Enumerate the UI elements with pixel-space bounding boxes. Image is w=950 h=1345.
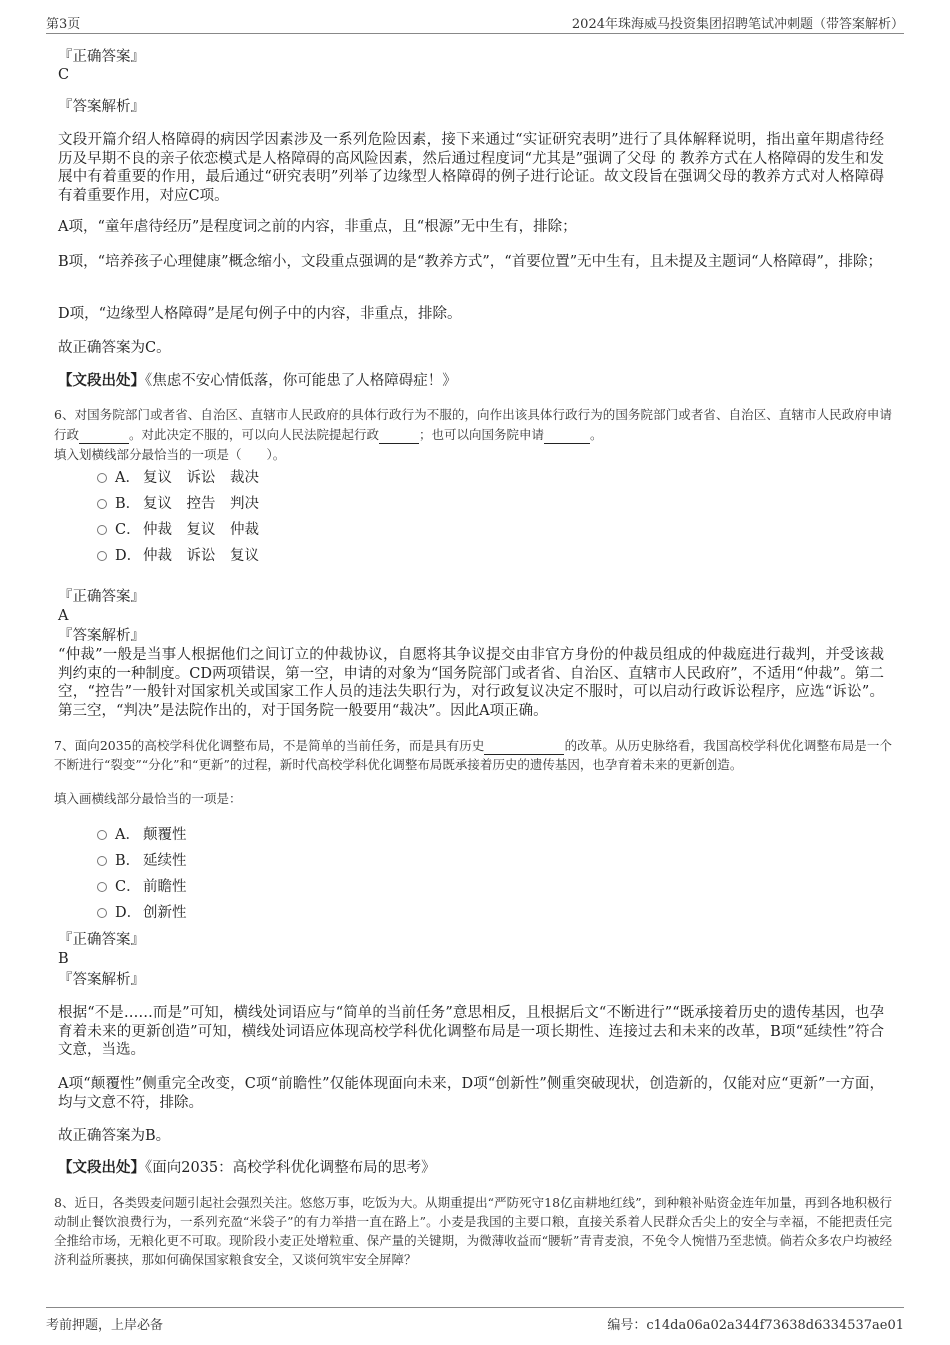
radio-icon[interactable] (97, 882, 107, 892)
radio-icon[interactable] (97, 908, 107, 918)
q5-option-b-note: B项，“培养孩子心理健康”概念缩小，文段重点强调的是“教养方式”，“首要位置”无中生有，且未提及主题词“人格障碍”，排除； (58, 254, 882, 270)
q8-stem: 8、近日，各类毁麦问题引起社会强烈关注。悠悠万事，吃饭为大。从期重提出“严防死守18亿亩耕地红线”，到种粮补贴资金连年加量，再到各地积极行动制止餐饮浪费行为，一系列充盈“米袋子”的有力举措一直在路上”。小麦是我国的主要口粮，直接关系着人民群众舌尖上的安全与幸福，不能把责任完全推给市场，无粮化更不可取。现阶段小麦正处增粒重、保产量的关键期，为微薄收益而“腰斩”青青麦浪，不免令人惋惜乃至悲愤。倘若众多农户均被经济利益所裹挟，那如何确保国家粮食安全，又谈何筑牢安全屏障？ (54, 1195, 892, 1267)
q6-option-c[interactable]: C． 仲裁 复议 仲裁 (97, 520, 259, 540)
q6-stem: 6、对国务院部门或者省、自治区、直辖市人民政府的具体行政行为不服的，向作出该具体行政行为的国务院部门或者省、自治区、直辖市人民政府申请行政 。对此决定不服的，可以向人民法院提起行政 ；也可以向国务院申请 。 (54, 407, 892, 442)
q5-analysis-label: 『答案解析』 (58, 99, 145, 115)
q6-blank-2 (379, 424, 419, 444)
page-number: 第3页 (46, 17, 81, 32)
q7-option-d[interactable]: D． 创新性 (97, 903, 187, 923)
q6-option-d[interactable]: D． 仲裁 诉讼 复议 (97, 546, 259, 566)
q6-analysis: “仲裁”一般是当事人根据他们之间订立的仲裁协议，自愿将其争议提交由非官方身份的仲裁员组成的仲裁庭进行裁判，并受该裁判约束的一种制度。CD两项错误，第一空，申请的对象为“国务院部门或者省、自治区、直辖市人民政府”，不适用“仲裁”。第二空，“控告”一般针对国家机关或国家工作人员的违法失职行为，对行政复议决定不服时，可以启动行政诉讼程序，应选“诉讼”。第三空，“判决”是法院作出的，对于国务院一般要用“裁决”。因此A项正确。 (58, 647, 884, 719)
q5-source (58, 372, 884, 391)
q7-answer-label: 『正确答案』 (58, 932, 145, 948)
page-header (46, 10, 904, 34)
q6-option-b[interactable]: B． 复议 控告 判决 (97, 494, 259, 514)
q7-conclusion: 故正确答案为B。 (58, 1128, 171, 1144)
q5-answer-label: 『正确答案』 (58, 49, 145, 65)
q7-analysis: 根据“不是……而是”可知，横线处词语应与“简单的当前任务”意思相反，且根据后文“不断进行”“既承接着历史的遗传基因，也孕育着未来的更新创造”可知，横线处词语应体现高校学科优化调整布局是一项长期性、连接过去和未来的改革，B项“延续性”符合文意，当选。 (58, 1005, 884, 1058)
document-serial: 编号：c14da06a02a344f73638d6334537ae01 (607, 1318, 904, 1333)
q5-analysis: 文段开篇介绍人格障碍的病因学因素涉及一系列危险因素，接下来通过“实证研究表明”进行了具体解释说明，指出童年期虐待经历及早期不良的亲子依恋模式是人格障碍的高风险因素，然后通过程度词“尤其是”强调了父母 的 教养方式在人格障碍的发生和发展中有着重要的作用，最后通过“研究表明”列举了边缘型人格障碍的例子进行论证。故文段旨在强调父母的教养方式对人格障碍有着重要作用，对应C项。 (58, 132, 884, 204)
q7-option-c[interactable]: C． 前瞻性 (97, 877, 187, 897)
page-footer (46, 1307, 904, 1333)
radio-icon[interactable] (97, 551, 107, 561)
radio-icon[interactable] (97, 499, 107, 509)
q6-blank-3 (544, 424, 590, 444)
q6-prompt: 填入划横线部分最恰当的一项是（ ）。 (54, 447, 286, 462)
radio-icon[interactable] (97, 525, 107, 535)
q5-source-title: 《焦虑不安心情低落，你可能患了人格障碍症！》 (145, 373, 457, 389)
q7-blank (484, 735, 564, 755)
q5-source-label: 【文段出处】 (58, 372, 145, 389)
q5-option-d-note: D项，“边缘型人格障碍”是尾句例子中的内容，非重点，排除。 (58, 306, 462, 322)
q7-option-b[interactable]: B． 延续性 (97, 851, 187, 871)
q6-answer-label: 『正确答案』 (58, 589, 145, 605)
radio-icon[interactable] (97, 473, 107, 483)
q5-answer: C (58, 67, 70, 83)
q7-option-a[interactable]: A． 颠覆性 (97, 825, 187, 845)
q7-others-note: A项“颠覆性”侧重完全改变，C项“前瞻性”仅能体现面向未来，D项“创新性”侧重突破现状，创造新的，仅能对应“更新”一方面，均与文意不符，排除。 (58, 1076, 884, 1111)
q7-prompt: 填入画横线部分最恰当的一项是： (54, 791, 242, 806)
q7-analysis-label: 『答案解析』 (58, 972, 145, 988)
radio-icon[interactable] (97, 830, 107, 840)
q6-option-a[interactable]: A． 复议 诉讼 裁决 (97, 468, 259, 488)
footer-slogan: 考前押题，上岸必备 (46, 1318, 164, 1333)
q6-analysis-label: 『答案解析』 (58, 628, 145, 644)
q7-answer: B (58, 951, 69, 967)
q7-stem: 7、面向2035的高校学科优化调整布局，不是简单的当前任务，而是具有历史 的改革。从历史脉络看，我国高校学科优化调整布局是一个不断进行“裂变”“分化”和“更新”的过程，新时代高校学科优化调整布局既承接着历史的遗传基因，也孕育着未来的更新创造。 (54, 735, 892, 774)
q6-answer: A (58, 608, 69, 624)
q5-conclusion: 故正确答案为C。 (58, 340, 171, 356)
q7-source-label: 【文段出处】 (58, 1159, 145, 1176)
q6-blank-1 (79, 424, 129, 444)
radio-icon[interactable] (97, 856, 107, 866)
q5-option-a-note: A项，“童年虐待经历”是程度词之前的内容，非重点，且“根源”无中生有，排除； (58, 219, 577, 235)
q7-source-title: 《面向2035：高校学科优化调整布局的思考》 (145, 1160, 436, 1176)
document-title: 2024年珠海威马投资集团招聘笔试冲刺题（带答案解析） (571, 17, 904, 32)
q7-source (58, 1159, 884, 1178)
